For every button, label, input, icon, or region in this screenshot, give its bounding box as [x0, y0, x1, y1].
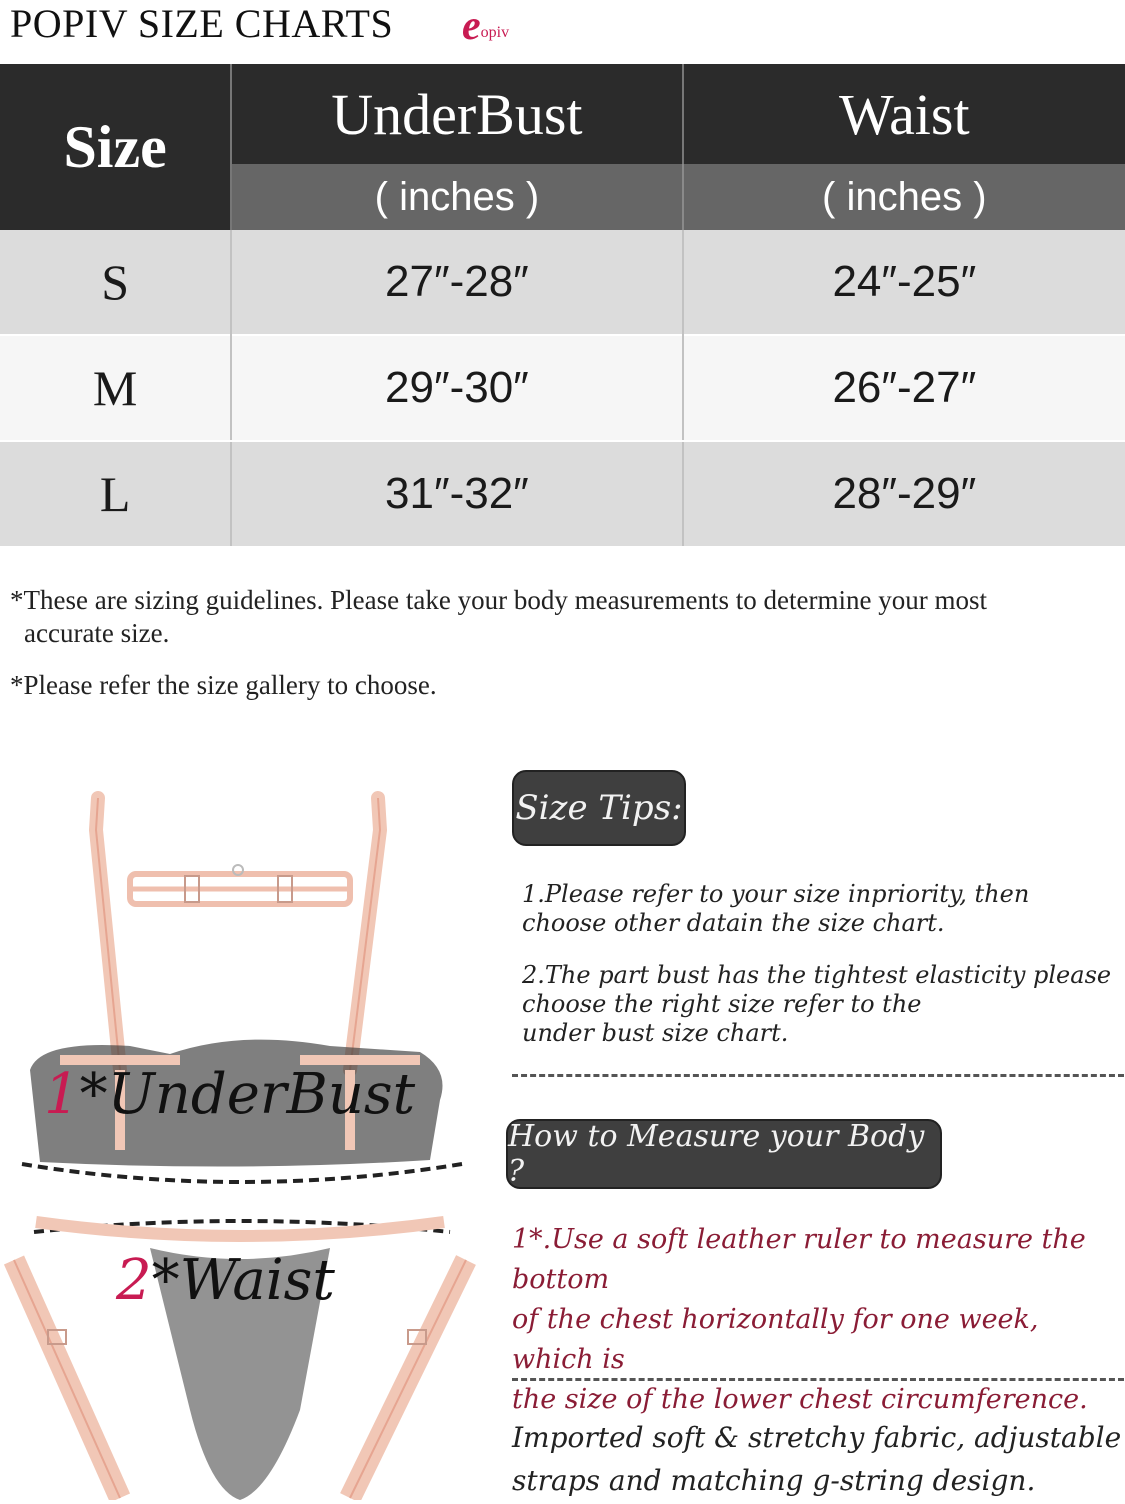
header: [0, 0, 1125, 62]
guideline-note: [10, 584, 1120, 650]
brand-logo: [462, 2, 509, 50]
tip-line: 2.The part bust has the tightest elasticity please: [522, 961, 1112, 989]
underbust-label: [44, 1062, 415, 1127]
waist-cell: 24″-25″: [683, 230, 1125, 335]
waist-text: *Waist: [151, 1248, 335, 1313]
underbust-cell: 29″-30″: [231, 335, 682, 441]
logo-mark: e: [462, 3, 481, 49]
size-tip-2: [522, 961, 1117, 1048]
table-row: [0, 230, 1125, 335]
size-cell: M: [0, 335, 231, 441]
measure-line: the size of the lower chest circumference.: [512, 1384, 1088, 1415]
tip-line: choose the right size refer to the: [522, 990, 922, 1018]
waist-unit: ( inches ): [683, 164, 1125, 230]
fabric-line: straps and matching g-string design.: [512, 1464, 1036, 1497]
waist-cell: 26″-27″: [683, 335, 1125, 441]
underbust-cell: 27″-28″: [231, 230, 682, 335]
gallery-note: *Please refer the size gallery to choose.: [10, 670, 437, 700]
underbust-text: *UnderBust: [79, 1062, 416, 1127]
waist-header: Waist: [683, 64, 1125, 164]
tip-line: choose other datain the size chart.: [522, 909, 945, 937]
underbust-cell: 31″-32″: [231, 441, 682, 546]
lingerie-illustration: [0, 770, 490, 1500]
waist-number: 2: [116, 1248, 152, 1313]
logo-text: opiv: [480, 24, 510, 41]
size-tips-heading: Size Tips:: [512, 770, 686, 846]
tip-line: under bust size chart.: [522, 1019, 789, 1047]
measure-heading: How to Measure your Body ?: [506, 1119, 942, 1189]
lingerie-drawing: [0, 770, 490, 1500]
table-row: [0, 335, 1125, 441]
underbust-header: UnderBust: [231, 64, 682, 164]
size-tip-1: [522, 880, 1117, 938]
measure-instructions: [512, 1220, 1122, 1420]
fabric-line: Imported soft & stretchy fabric, adjustable: [512, 1421, 1122, 1454]
underbust-number: 1: [44, 1062, 80, 1127]
waist-label: [116, 1248, 335, 1313]
tip-line: 1.Please refer to your size inpriority, then: [522, 880, 1030, 908]
size-header: Size: [0, 64, 231, 230]
table-row: [0, 441, 1125, 546]
measure-line: of the chest horizontally for one week, which is: [512, 1304, 1039, 1375]
divider: [512, 1378, 1124, 1381]
size-cell: L: [0, 441, 231, 546]
fabric-description: [512, 1416, 1122, 1502]
divider: [512, 1074, 1124, 1077]
guideline-line: accurate size.: [24, 618, 170, 648]
size-cell: S: [0, 230, 231, 335]
size-chart-table: [0, 64, 1125, 546]
page-title: POPIV SIZE CHARTS: [10, 1, 394, 46]
underbust-unit: ( inches ): [231, 164, 682, 230]
waist-cell: 28″-29″: [683, 441, 1125, 546]
measure-line: 1*.Use a soft leather ruler to measure the bottom: [512, 1224, 1086, 1295]
guideline-line: *These are sizing guidelines. Please take your body measurements to determine your most: [10, 585, 987, 615]
